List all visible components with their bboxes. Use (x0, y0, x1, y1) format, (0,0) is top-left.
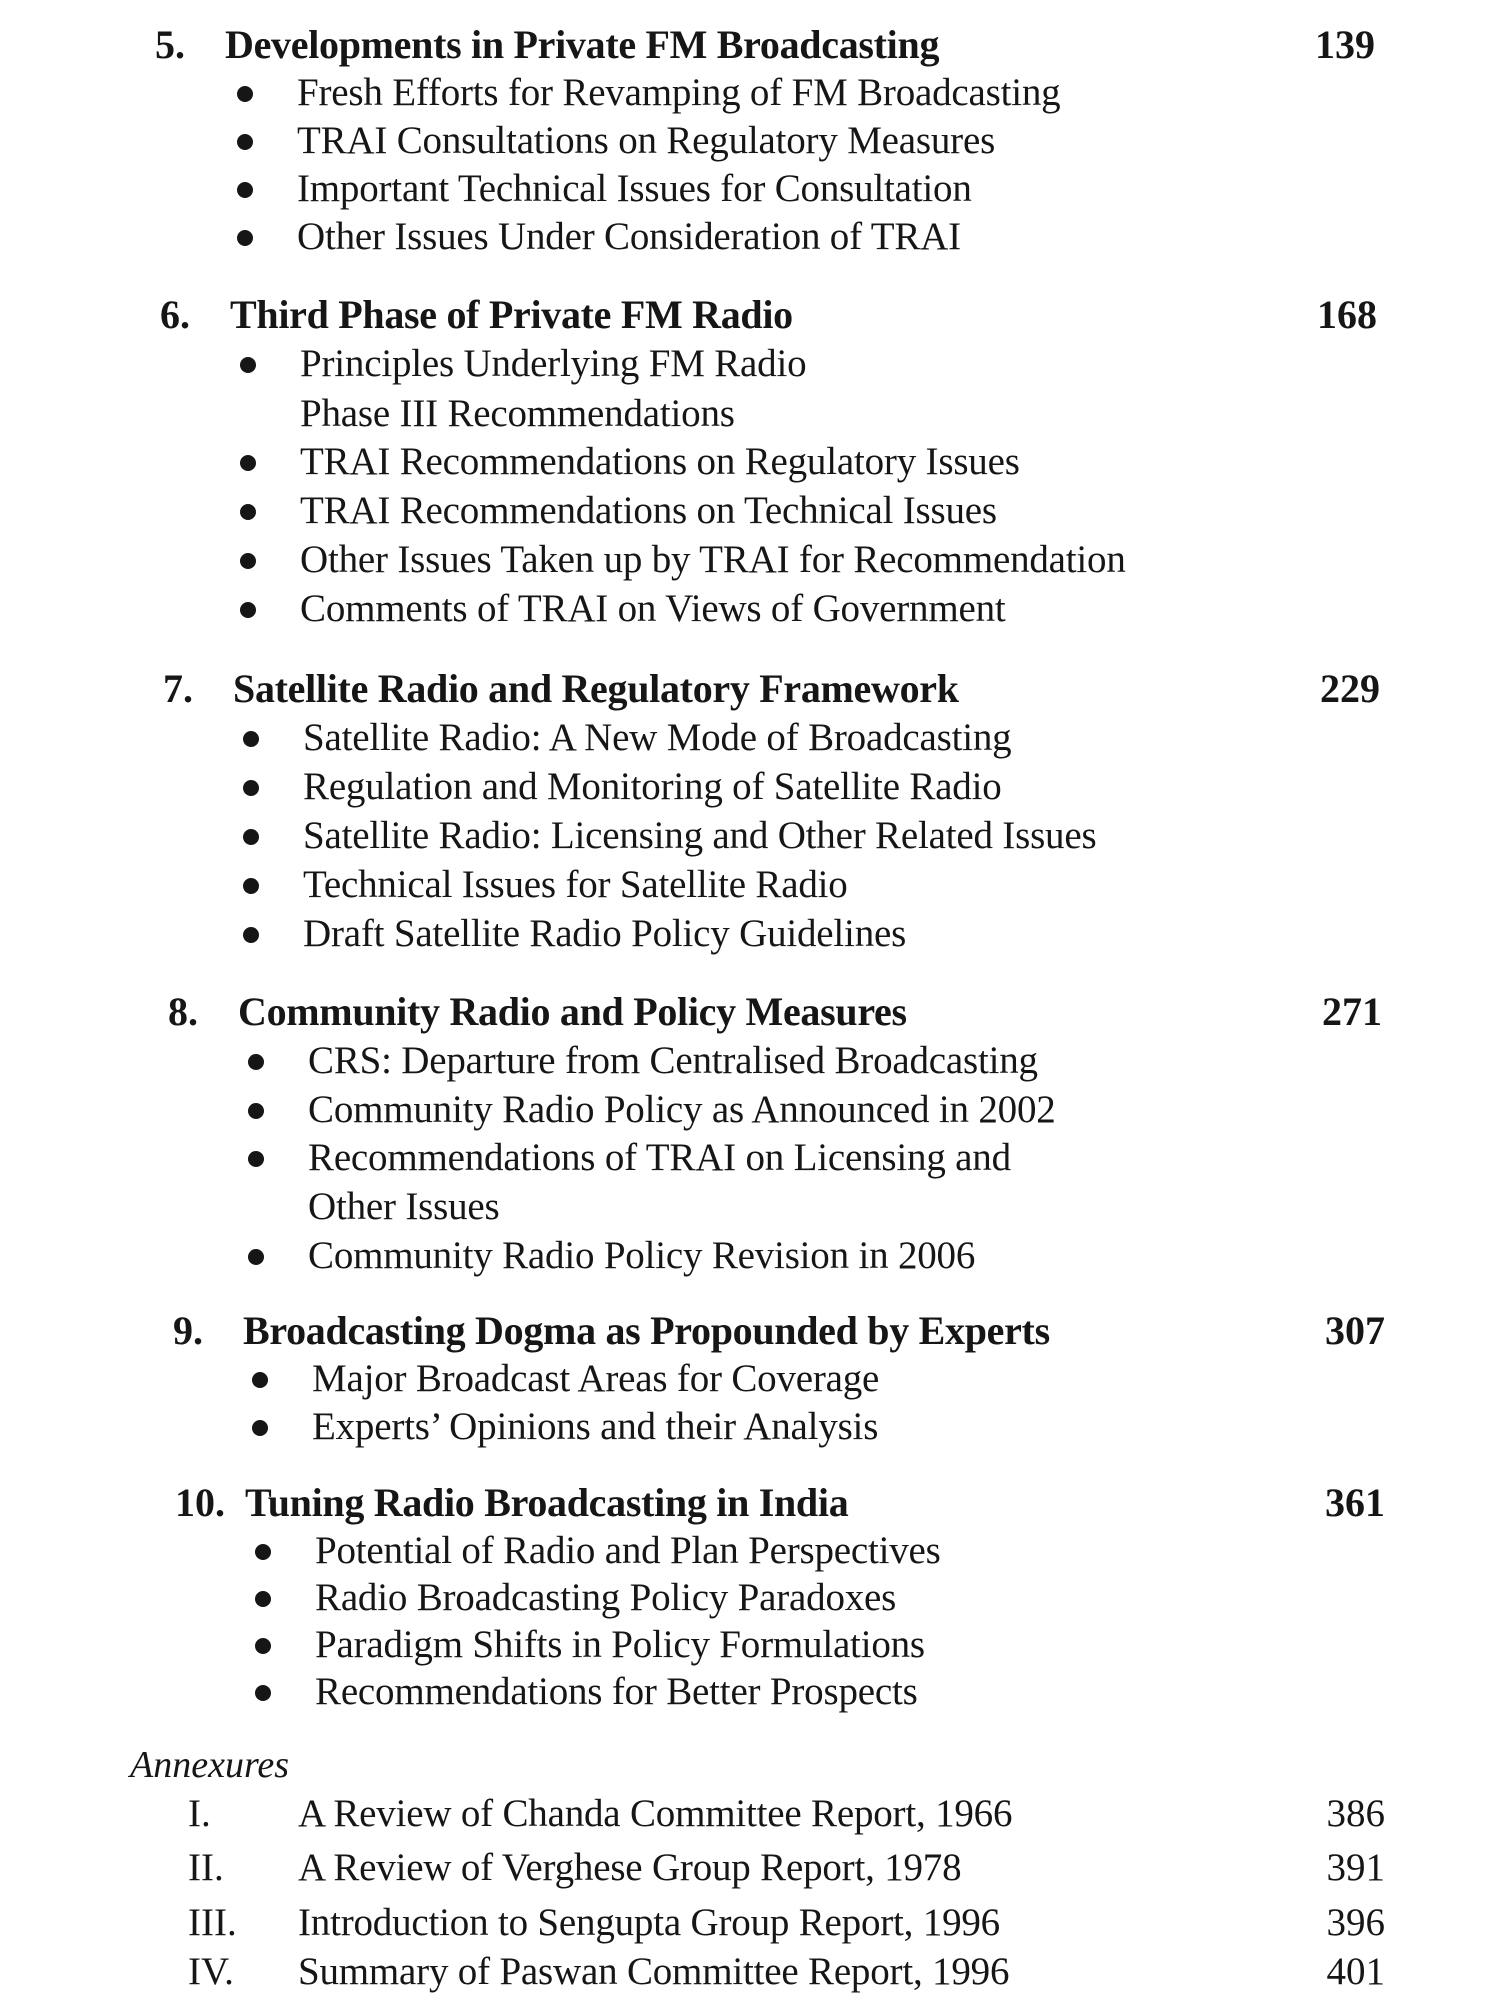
bullet-icon (243, 878, 259, 894)
chapter-title: Developments in Private FM Broadcasting (225, 22, 940, 67)
chapter-9-page: 307 (1325, 1308, 1385, 1353)
chapter-number: 7. (163, 666, 193, 711)
chapter-title: Broadcasting Dogma as Propounded by Experts (243, 1308, 1050, 1353)
annexure-number: IV. (188, 1950, 234, 1993)
annexure-title: A Review of Verghese Group Report, 1978 (298, 1846, 962, 1889)
chapter-6-page: 168 (1317, 292, 1377, 337)
annexure-title: Introduction to Sengupta Group Report, 1996 (298, 1901, 1000, 1944)
annexure-number: I. (188, 1792, 211, 1835)
chapter-10-page: 361 (1325, 1480, 1385, 1525)
chapter-number: 10. (175, 1480, 225, 1525)
annexure-number: II. (188, 1846, 224, 1889)
annexure-page: 386 (1326, 1792, 1385, 1835)
bullet-icon (255, 1591, 271, 1607)
bullet-icon (252, 1420, 268, 1436)
bullet-icon (243, 731, 259, 747)
bullet-icon (240, 357, 256, 373)
bullet-icon (243, 927, 259, 943)
annexure-number: III. (188, 1901, 237, 1944)
annexure-page: 401 (1326, 1950, 1385, 1993)
bullet-icon (240, 602, 256, 618)
chapter-title: Community Radio and Policy Measures (238, 989, 907, 1034)
chapter-7-page: 229 (1320, 666, 1380, 711)
annexure-page: 396 (1326, 1901, 1385, 1944)
table-of-contents: 5. Developments in Private FM Broadcasting 139 Fresh Efforts for Revamping of FM Broadcasting TRAI Consultations on Regulatory Measures Important Technical Issues for Consultation Other Issues Under Consideration of TRAI 6. Third Phase of Private FM Radio 168 Principles Underlying FM Radio Phase III Recommendations TRAI Recommendations on Regulatory Issues TRAI Recommendations on Technical Issues Other Issues Taken up by TRAI for Recommendation Comments of TRAI on Views of Government 7. Satellite Radio and Regulatory Framework 229 Satellite Radio: A New Mode of Broadcasting Regulation and Monitoring of Satellite Radio Satellite Radio: Licensing and Other Related Issues Technical Issues for Satellite Radio Draft Satellite Radio Policy Guidelines 8. Community Radio and Policy Measures 271 CRS: Departure from Centralised Broadcasting Community Radio Policy as Announced in 2002 Recommendations of TRAI on Licensing and Other Issues Community Radio Policy Revision in 2006 9. Broadcasting Dogma as Propounded by Experts 307 Major Broadcast Areas for Coverage Experts’ Opinions and their Analysis 10. Tuning Radio Broadcasting in India 361 Potential of Radio and Plan Perspectives Radio Broadcasting Policy Paradoxes Paradigm Shifts in Policy Formulations Recommendations for Better Prospects Annexures I. A Review of Chanda Committee Report, 1966 386 II. A Review of Verghese Group Report, 1978 391 III. Introduction to Sengupta Group Report, 1996 396 IV. Summary of Paswan Committee Report, 1996 401 (0, 0, 1500, 2000)
chapter-number: 5. (155, 22, 185, 67)
bullet-icon (252, 1372, 268, 1388)
annexures-heading: Annexures (130, 1744, 289, 1786)
bullet-icon (243, 829, 259, 845)
bullet-icon (240, 504, 256, 520)
bullet-icon (240, 455, 256, 471)
bullet-icon (255, 1685, 271, 1701)
annexure-title: Summary of Paswan Committee Report, 1996 (298, 1950, 1010, 1993)
bullet-icon (237, 134, 253, 150)
bullet-icon (255, 1544, 271, 1560)
bullet-icon (248, 1103, 264, 1119)
chapter-title: Third Phase of Private FM Radio (230, 292, 793, 337)
bullet-icon (237, 230, 253, 246)
chapter-title: Satellite Radio and Regulatory Framework (233, 666, 959, 711)
bullet-icon (248, 1151, 264, 1167)
bullet-icon (237, 86, 253, 102)
chapter-number: 9. (173, 1308, 203, 1353)
chapter-number: 8. (168, 989, 198, 1034)
bullet-icon (248, 1249, 264, 1265)
chapter-8-page: 271 (1322, 989, 1382, 1034)
bullet-icon (248, 1054, 264, 1070)
bullet-icon (237, 182, 253, 198)
bullet-icon (240, 553, 256, 569)
bullet-icon (243, 780, 259, 796)
chapter-5-page: 139 (1315, 22, 1375, 67)
chapter-title: Tuning Radio Broadcasting in India (245, 1480, 849, 1525)
annexure-title: A Review of Chanda Committee Report, 1966 (298, 1792, 1013, 1835)
chapter-number: 6. (160, 292, 190, 337)
annexure-page: 391 (1326, 1846, 1385, 1889)
bullet-icon (255, 1638, 271, 1654)
